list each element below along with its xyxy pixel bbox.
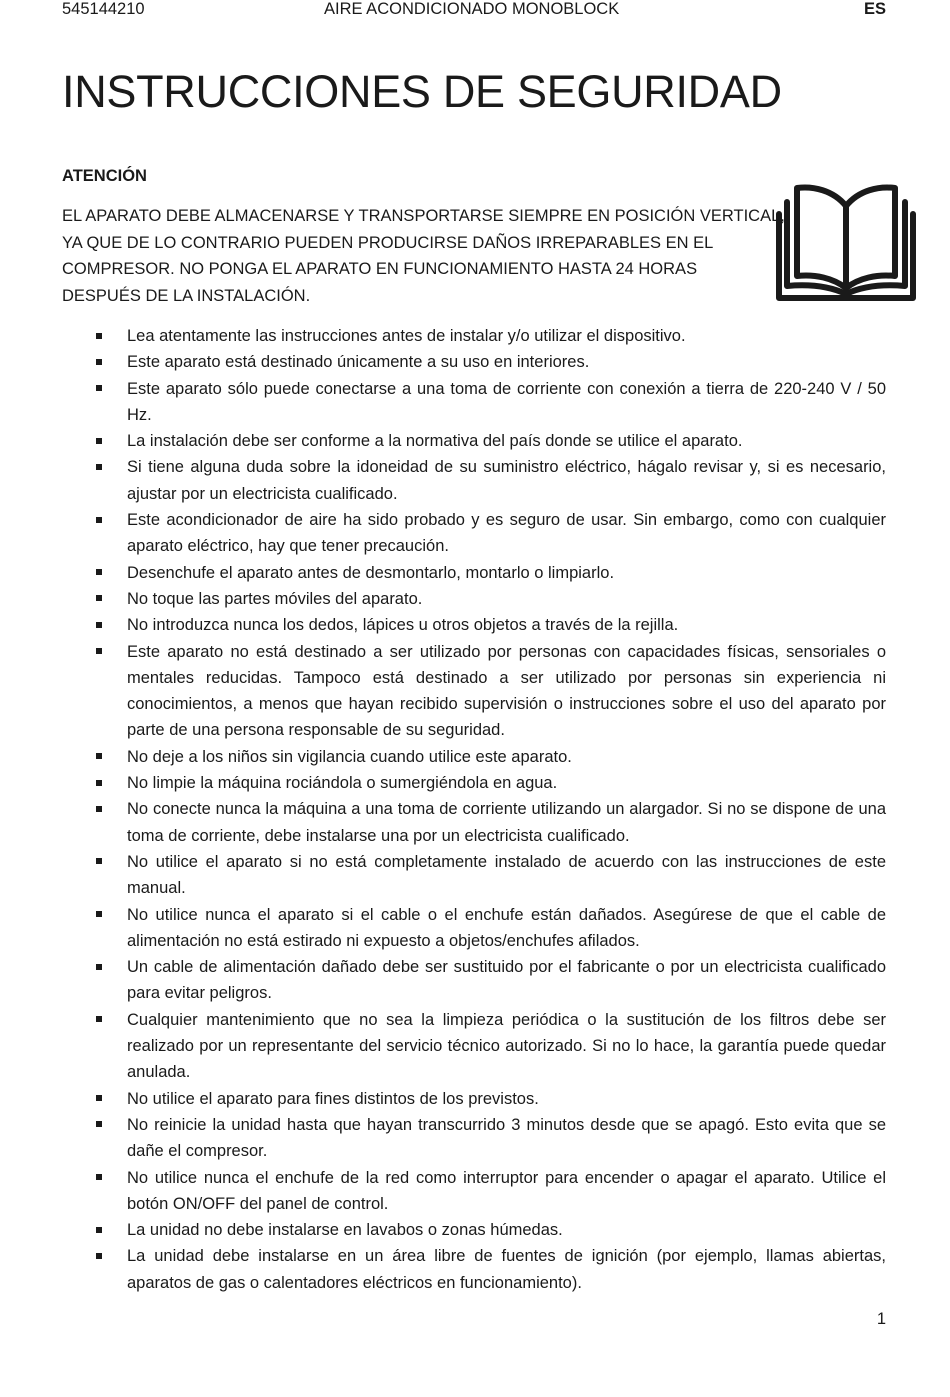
bullet-square-icon <box>96 1121 102 1127</box>
safety-rule-item <box>127 323 886 349</box>
safety-rule-item <box>127 1112 886 1165</box>
safety-rule-item <box>127 1165 886 1218</box>
safety-rule-item <box>127 849 886 902</box>
safety-rule-item <box>127 902 886 955</box>
safety-rule-item <box>127 560 886 586</box>
safety-rules-list <box>0 323 950 1296</box>
safety-rule-text: No utilice el aparato si no está completamente instalado de acuerdo con las instrucciones de este manual. <box>127 852 886 898</box>
warning-line: DESPUÉS DE LA INSTALACIÓN. <box>62 286 311 305</box>
safety-rule-item <box>127 428 886 454</box>
bullet-square-icon <box>96 1095 102 1101</box>
bullet-square-icon <box>96 359 102 365</box>
safety-rule-text: No deje a los niños sin vigilancia cuando utilice este aparato. <box>127 747 572 766</box>
page-title: INSTRUCCIONES DE SEGURIDAD <box>62 66 782 117</box>
safety-rule-item <box>127 1007 886 1086</box>
bullet-square-icon <box>96 858 102 864</box>
safety-rule-text: La unidad no debe instalarse en lavabos o zonas húmedas. <box>127 1221 563 1240</box>
warning-line: COMPRESOR. NO PONGA EL APARATO EN FUNCIONAMIENTO HASTA 24 HORAS <box>62 260 698 278</box>
bullet-square-icon <box>96 569 102 575</box>
bullet-square-icon <box>96 622 102 628</box>
safety-rule-text: Este aparato no está destinado a ser utilizado por personas con capacidades físicas, sensoriales o mentales reducidas. Tampoco está destinado a ser utilizado por personas sin experiencia ni conocimientos, a menos que hayan recibido supervisión o instrucciones sobre el uso del aparato por parte de una persona responsable de su seguridad. <box>127 642 886 740</box>
language-code: ES <box>863 0 886 18</box>
bullet-square-icon <box>96 517 102 523</box>
safety-rule-item <box>127 639 886 744</box>
safety-rule-item <box>127 770 886 796</box>
safety-rule-text: Cualquier mantenimiento que no sea la limpieza periódica o la sustitución de los filtros debe ser realizado por un representante del servicio técnico autorizado. Si no lo hace, la garantía puede quedar anulada. <box>127 1010 886 1082</box>
bullet-square-icon <box>96 964 102 970</box>
product-name: AIRE ACONDICIONADO MONOBLOCK <box>324 0 620 18</box>
safety-rule-text: No reinicie la unidad hasta que hayan transcurrido 3 minutos desde que se apagó. Esto evita que se dañe el compresor. <box>127 1115 886 1161</box>
bullet-square-icon <box>96 1253 102 1259</box>
safety-rule-text: No introduzca nunca los dedos, lápices u otros objetos a través de la rejilla. <box>127 616 679 635</box>
page-header <box>62 0 886 20</box>
warning-line: YA QUE DE LO CONTRARIO PUEDEN PRODUCIRSE DAÑOS IRREPARABLES EN EL <box>62 233 714 252</box>
bullet-square-icon <box>96 780 102 786</box>
safety-rule-text: Si tiene alguna duda sobre la idoneidad de su suministro eléctrico, hágalo revisar y, si es necesario, ajustar por un electricista cualificado. <box>127 458 886 503</box>
safety-rule-item <box>127 796 886 849</box>
bullet-square-icon <box>96 1174 102 1180</box>
safety-rule-text: No conecte nunca la máquina a una toma de corriente utilizando un alargador. Si no se dispone de una toma de corriente, debe instalarse una por un electricista cualificado. <box>127 800 886 845</box>
safety-rule-item <box>127 349 886 375</box>
warning-line: EL APARATO DEBE ALMACENARSE Y TRANSPORTARSE SIEMPRE EN POSICIÓN VERTICAL, <box>62 207 785 225</box>
safety-rule-text: La instalación debe ser conforme a la normativa del país donde se utilice el aparato. <box>127 432 743 451</box>
bullet-square-icon <box>96 753 102 759</box>
safety-rule-text: Este aparato sólo puede conectarse a una toma de corriente con conexión a tierra de 220-240 V / 50 Hz. <box>127 379 886 424</box>
safety-rule-item <box>127 1217 886 1243</box>
bullet-square-icon <box>96 595 102 601</box>
bullet-square-icon <box>96 464 102 470</box>
safety-rule-text: No limpie la máquina rociándola o sumergiéndola en agua. <box>127 774 558 793</box>
safety-rule-item <box>127 1086 886 1112</box>
bullet-square-icon <box>96 648 102 654</box>
safety-rule-text: Lea atentamente las instrucciones antes de instalar y/o utilizar el dispositivo. <box>127 327 686 345</box>
page-number: 1 <box>876 1310 886 1328</box>
bullet-square-icon <box>96 333 102 339</box>
safety-rule-item <box>127 612 886 638</box>
safety-rule-text: No utilice nunca el aparato si el cable o el enchufe están dañados. Asegúrese de que el cable de alimentación no está estirado ni expuesto a objetos/enchufes afilados. <box>127 905 886 950</box>
safety-rule-text: Este acondicionador de aire ha sido probado y es seguro de usar. Sin embargo, como con cualquier aparato eléctrico, hay que tener precaución. <box>127 511 886 556</box>
read-manual-icon <box>775 180 917 302</box>
safety-rule-text: La unidad debe instalarse en un área libre de fuentes de ignición (por ejemplo, llamas abiertas, aparatos de gas o calentadores eléctricos en funcionamiento). <box>127 1247 886 1292</box>
attention-warning <box>62 203 785 309</box>
safety-rule-text: Desenchufe el aparato antes de desmontarlo, montarlo o limpiarlo. <box>127 563 615 582</box>
bullet-square-icon <box>96 1016 102 1022</box>
safety-rule-item <box>127 1243 886 1296</box>
safety-rule-text: No utilice el aparato para fines distintos de los previstos. <box>127 1089 539 1108</box>
bullet-square-icon <box>96 1227 102 1233</box>
safety-rule-text: No utilice nunca el enchufe de la red como interruptor para encender o apagar el aparato. Utilice el botón ON/OFF del panel de control. <box>127 1168 886 1213</box>
bullet-square-icon <box>96 911 102 917</box>
safety-rule-text: No toque las partes móviles del aparato. <box>127 589 423 608</box>
safety-rule-text: Un cable de alimentación dañado debe ser sustituido por el fabricante o por un electricista cualificado para evitar peligros. <box>127 958 886 1003</box>
document-code: 545144210 <box>62 0 145 18</box>
safety-rule-item <box>127 454 886 507</box>
safety-rule-item <box>127 744 886 770</box>
safety-rule-text: Este aparato está destinado únicamente a su uso en interiores. <box>127 353 590 372</box>
safety-rule-item <box>127 954 886 1007</box>
attention-heading: ATENCIÓN <box>62 167 147 185</box>
bullet-square-icon <box>96 385 102 391</box>
safety-rule-item <box>127 586 886 612</box>
bullet-square-icon <box>96 438 102 444</box>
bullet-square-icon <box>96 806 102 812</box>
safety-rule-item <box>127 507 886 560</box>
safety-rule-item <box>127 376 886 429</box>
